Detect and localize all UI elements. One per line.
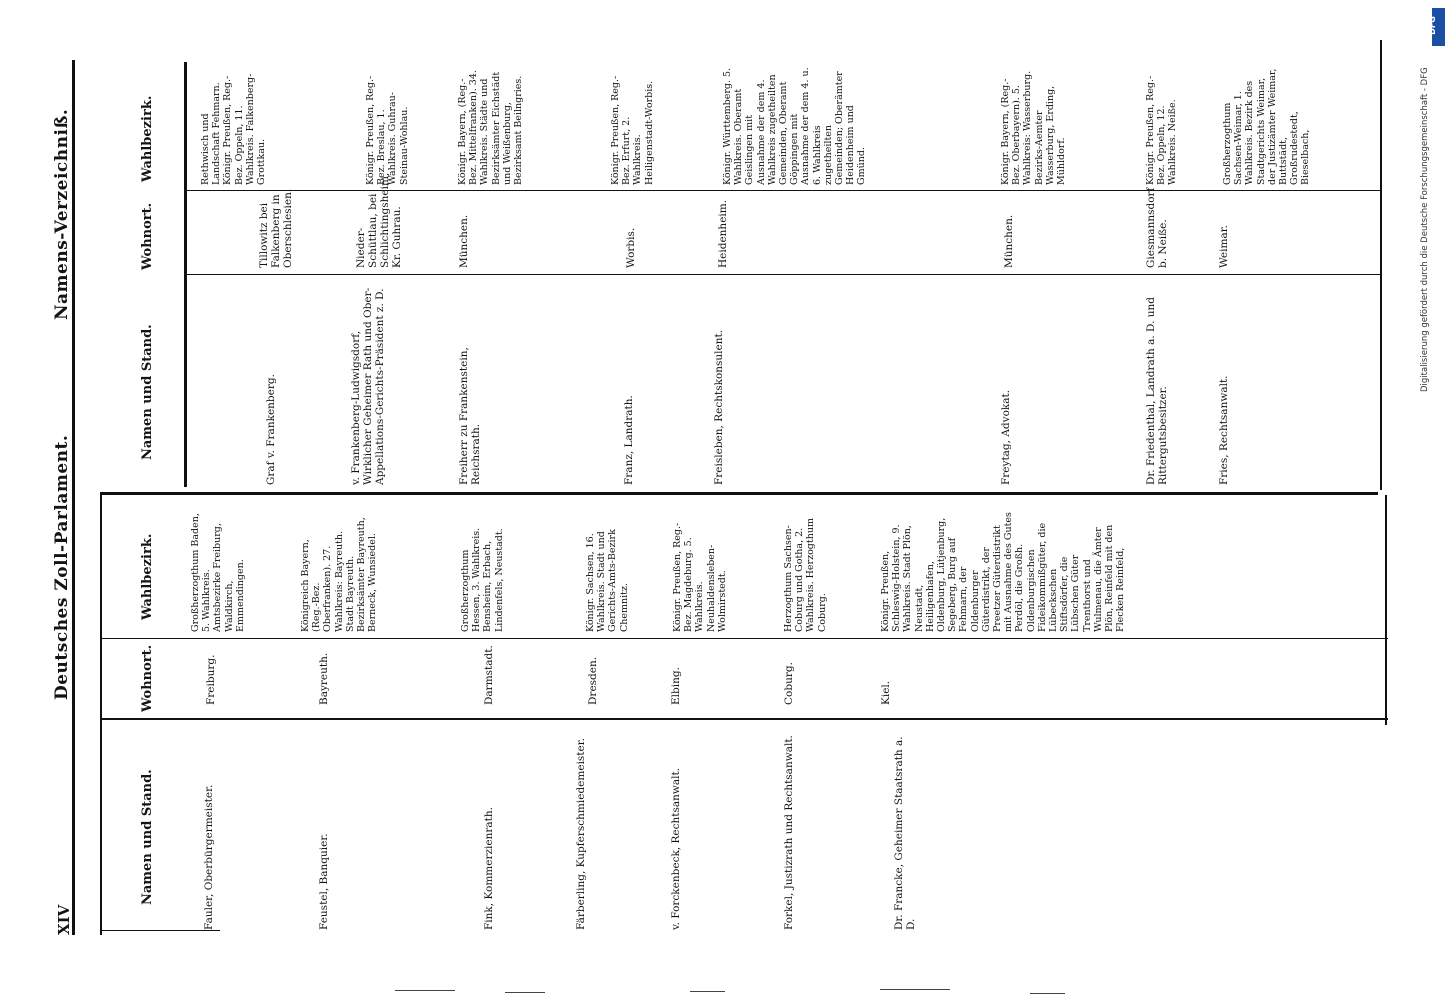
left-col-sep-3	[100, 930, 220, 931]
entry-name: Fries, Rechtsanwalt.	[1218, 375, 1230, 485]
entry-name: v. Forckenbeck, Rechtsanwalt.	[670, 767, 682, 930]
entry-district: Rethwisch und Landschaft Fehmarn. Königr. Preußen, Reg.-Bez. Oppeln, 11. Wahlkreis. Falkenberg-Grottkau.	[200, 73, 268, 185]
entry-district: Königr. Bayern, (Reg.-Bez. Oberbayern). 5. Wahlkreis: Wasserburg. Bezirks-Aemter Wasserburg, Erding, Mühldorf.	[1000, 70, 1068, 185]
scan-noise-mark	[880, 989, 950, 990]
entry-district: Königr. Preußen, Reg.-Bez. Breslau, 1. Wahlkreis. Guhrau-Steinau-Wohlau.	[365, 75, 410, 185]
left-col-sep-2	[100, 718, 1388, 720]
entry-district: Königr. Sachsen, 16. Wahlkreis. Stadt und Gerichts-Amts-Bezirk Chemnitz.	[585, 529, 630, 632]
left-col-head-name: Namen und Stand.	[140, 769, 155, 905]
entry-name: Fink, Kommerzienrath.	[483, 807, 495, 930]
entry-district: Königr. Preußen, Reg.-Bez. Oppeln, 12. Wahlkreis. Neiße.	[1145, 75, 1179, 185]
scan-noise-mark	[505, 992, 545, 993]
entry-name: Freiherr zu Frankenstein, Reichsrath.	[458, 347, 482, 485]
dfg-logo	[1427, 8, 1445, 46]
left-col-head-district: Wahlbezirk.	[140, 533, 155, 620]
entry-district: Großherzogthum Baden, 5. Wahlkreis. Amtsbezirke Freiburg, Waldkirch, Emmendingen.	[190, 513, 246, 632]
entry-residence: Nieder-Schüttlau, bei Schlichtingsheim, Kr. Guhrau.	[355, 172, 403, 268]
left-table-bottom-rule	[1385, 495, 1387, 725]
entry-residence: München.	[1003, 214, 1015, 268]
entry-residence: Heidenheim.	[717, 199, 729, 268]
entry-name: Franz, Landrath.	[623, 395, 635, 485]
entry-residence: Coburg.	[783, 662, 795, 705]
entry-district: Herzogthum Sachsen-Coburg und Gotha, 2. Wahlkreis. Herzogthum Coburg.	[783, 518, 828, 632]
entry-residence: Kiel.	[880, 680, 892, 705]
right-col-sep-1	[186, 274, 1382, 275]
entry-district: Königreich Bayern, (Reg.-Bez. Oberfranken). 27. Wahlkreis: Bayreuth. Stadt Bayreuth. Bezirksämter Bayreuth, Berneck, Wunsiedel.	[300, 517, 379, 632]
entry-name: v. Frankenberg-Ludwigsdorf, Wirklicher Geheimer Rath und Ober-Appellations-Gerichts-Präsident z. D.	[350, 287, 386, 485]
entry-residence: Darmstadt.	[483, 645, 495, 705]
dfg-funding-notice: Digitalisierung gefördert durch die Deutsche Forschungsgemeinschaft - DFG	[1420, 67, 1430, 392]
entry-name: Freisleben, Rechtskonsulent.	[713, 329, 725, 485]
scan-noise-mark	[395, 990, 455, 991]
entry-residence: Worbis.	[625, 227, 637, 268]
entry-district: Großherzogthum Sachsen-Weimar, 1. Wahlkreis. Bezirk des Stadtgerichts Weimar, der Justizämter Weimar, Buttstädt, Großrudestedt, Bieselbach,	[1222, 68, 1312, 185]
page-title-right: Namens-Verzeichniß.	[52, 108, 72, 320]
scan-noise-mark	[1030, 993, 1065, 994]
page-title-left: Deutsches Zoll-Parlament.	[52, 434, 72, 700]
right-table-header-rule-b	[184, 187, 187, 233]
entry-district: Königr. Bayern, (Reg.-Bez. Mittelfranken). 34. Wahlkreis. Städte und Bezirksämter Eichstädt und Weißenburg, Bezirksamt Beilngries.	[457, 70, 525, 185]
entry-residence: Tillowitz bei Falkenberg in Oberschlesien.	[258, 188, 294, 268]
left-table-border-top-rule	[72, 60, 75, 935]
center-divider-rule	[100, 492, 1378, 495]
entry-name: Graf v. Frankenberg.	[265, 374, 277, 485]
entry-district: Königr. Preußen, Reg.-Bez. Erfurt, 2. Wahlkreis. Heiligenstadt-Worbis.	[610, 75, 655, 185]
entry-district: Königr. Preußen, Schleswig-Holstein, 9. Wahlkreis. Stadt Plön, Neustadt, Heiligenhafen, Oldenburg, Lütjenburg, Segeberg, Burg auf Fehmarn, der Oldenburger Güterdistrikt, der Preetzer Güterdistrikt mit Ausnahme des Gutes Perdöl, die Großh. Oldenburgischen Fideikommißgüter, die Lübeckschen Stiftsdörfer, die Lübschen Güter Trenthorst und Wulmenau, die Ämter Plön, Reinfeld mit den Flecken Reinfeld,	[880, 512, 1127, 632]
left-col-sep-1	[100, 638, 1388, 639]
left-col-head-residence: Wohnort.	[140, 644, 155, 712]
entry-residence: Giesmannsdorf b. Neiße.	[1145, 187, 1169, 268]
entry-residence: Weimar.	[1218, 225, 1230, 268]
right-col-head-name: Namen und Stand.	[140, 324, 155, 460]
entry-residence: Elbing.	[670, 667, 682, 705]
scan-noise-mark	[690, 991, 725, 992]
entry-name: Dr. Francke, Geheimer Staatsrath a. D.	[893, 736, 917, 930]
entry-name: Forkel, Justizrath und Rechtsanwalt.	[783, 735, 795, 930]
entry-name: Dr. Friedenthal, Landrath a. D. und Rittergutsbesitzer.	[1145, 296, 1169, 485]
entry-residence: München.	[458, 214, 470, 268]
entry-name: Färberling, Kupferschmiedemeister.	[575, 738, 587, 930]
right-table-bottom-rule	[1380, 40, 1382, 490]
right-col-head-district: Wahlbezirk.	[140, 95, 155, 182]
entry-name: Freytag, Advokat.	[1000, 389, 1012, 485]
entry-residence: Freiburg.	[205, 654, 217, 705]
entry-district: Großherzogthum Hessen, 3. Wahlkreis. Bensheim, Erbach, Lindenfels, Neustadt.	[460, 527, 505, 632]
entry-residence: Dresden.	[587, 656, 599, 705]
page-number: XIV	[55, 904, 73, 935]
entry-residence: Bayreuth.	[318, 652, 330, 705]
entry-district: Königr. Württemberg. 5. Wahlkreis. Oberamt Geislingen mit Ausnahme der dem 4. Wahlkreis zugetheilten Gemeinden, Oberamt Göppingen mit Ausnahme der dem 4. u. 6. Wahlkreis zugetheilten Gemeinden; Oberämter Heidenheim und Gmünd.	[722, 67, 868, 185]
entry-name: Fauler, Oberbürgermeister.	[203, 784, 215, 930]
right-col-head-residence: Wohnort.	[140, 202, 155, 270]
dfg-logo-text: DFG	[1427, 16, 1437, 35]
entry-name: Feustel, Banquier.	[318, 833, 330, 930]
left-table-header-rule	[100, 495, 102, 935]
entry-district: Königr. Preußen, Reg.-Bez. Magdeburg. 5. Wahlkreis. Neuhaldensleben-Wolmirstedt.	[672, 522, 728, 632]
